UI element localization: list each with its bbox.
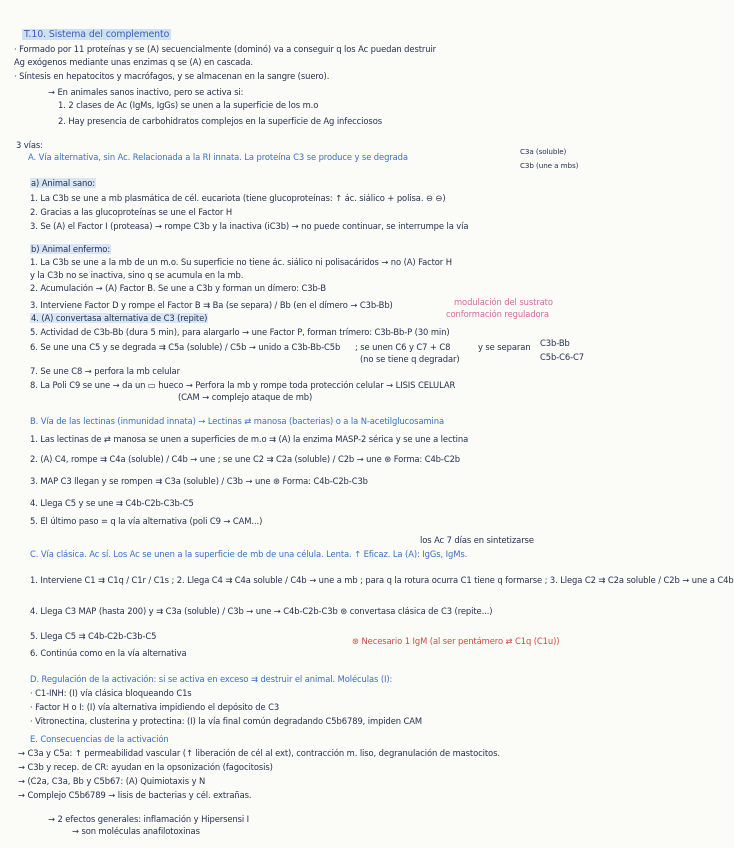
consecuencias-line: → C3b y recep. de CR: ayudan en la opsonización (fagocitosis): [18, 762, 273, 772]
enfermo-line: 2. Acumulación → (A) Factor B. Se une a C3b y forman un dímero: C3b-B: [30, 283, 326, 293]
enfermo-line: 7. Se une C8 → perfora la mb celular: [30, 366, 180, 376]
lectinas-line: 2. (A) C4, rompe ⇉ C4a (soluble) / C4b → une ; se une C2 ⇉ C2a (soluble) / C2b → une ⊛ Forma: C4b-C2b: [30, 454, 461, 464]
enfermo-line: 5. Actividad de C3b-Bb (dura 5 min), para alargarlo → une Factor P, forman trímero: C3b-Bb-P (30 min): [30, 327, 450, 337]
sano-line: 2. Gracias a las glucoproteínas se une el Factor H: [30, 207, 233, 217]
side-note: modulación del sustrato: [454, 297, 553, 307]
regulacion-heading: D. Regulación de la activación: si se activa en exceso ⇉ destruir el animal. Moléculas (I):: [30, 674, 393, 684]
vias-heading: 3 vías:: [16, 140, 43, 150]
sano-line: 3. Se (A) el Factor I (proteasa) → rompe C3b y la inactiva (iC3b) → no puede continuar, se interrumpe la vía: [30, 221, 469, 231]
lectinas-line: 3. MAP C3 llegan y se rompen ⇉ C3a (soluble) / C3b → une ⊛ Forma: C4b-C2b-C3b: [30, 476, 368, 486]
intro-line: → En animales sanos inactivo, pero se activa si:: [48, 87, 244, 97]
via-alternativa-heading: A. Vía alternativa, sin Ac. Relacionada a la RI innata. La proteína C3 se produce y se degrada: [28, 152, 408, 162]
enfermo-line: 8. La Poli C9 se une → da un ▭ hueco → Perfora la mb y rompe toda protección celular → LISIS CELULAR: [30, 380, 456, 390]
side-note: C3b-Bb: [540, 338, 570, 348]
enfermo-line: y la C3b no se inactiva, sino q se acumula en la mb.: [30, 270, 244, 280]
intro-line: 2. Hay presencia de carbohidratos complejos en la superficie de Ag infecciosos: [58, 116, 382, 126]
clasica-note-igm: ⊛ Necesario 1 IgM (al ser pentámero ⇄ C1q (C1u)): [352, 636, 560, 646]
intro-line: 1. 2 clases de Ac (IgMs, IgGs) se unen a la superficie de los m.o: [58, 100, 319, 110]
clasica-line: 6. Continúa como en la vía alternativa: [30, 648, 187, 658]
lectinas-line: 1. Las lectinas de ⇄ manosa se unen a superficies de m.o ⇉ (A) la enzima MASP-2 sérica y se une a lectina: [30, 434, 469, 444]
via-lectinas-heading: B. Vía de las lectinas (inmunidad innata) → Lectinas ⇄ manosa (bacterias) o a la N-acetilglucosamina: [30, 416, 445, 426]
via-clasica-heading: C. Vía clásica. Ac sí. Los Ac se unen a la superficie de mb de una célula. Lenta. ↑ Eficaz. La (A): IgGs, IgMs.: [30, 549, 468, 559]
regulacion-line: · Factor H o I: (I) vía alternativa impidiendo el depósito de C3: [30, 702, 280, 712]
side-note: (no se tiene q degradar): [360, 354, 460, 364]
enfermo-line: 1. La C3b se une a la mb de un m.o. Su superficie no tiene ác. siálico ni polisacáridos → no (A) Factor H: [30, 257, 452, 267]
consecuencias-line: → son moléculas anafilotoxinas: [72, 826, 200, 836]
c3b-label: C3b (une a mbs): [520, 161, 579, 170]
lectinas-line: 4. Llega C5 y se une ⇉ C4b-C2b-C3b-C5: [30, 498, 194, 508]
animal-sano-heading: a) Animal sano:: [31, 178, 95, 188]
clasica-note: los Ac 7 días en sintetizarse: [420, 535, 534, 545]
intro-line: · Síntesis en hepatocitos y macrófagos, y se almacenan en la sangre (suero).: [14, 71, 330, 81]
intro-line: Ag exógenos mediante unas enzimas q se (A) en cascada.: [14, 57, 253, 67]
consecuencias-line: → C3a y C5a: ↑ permeabilidad vascular (↑ liberación de cél al ext), contracción m. liso, degranulación de mastocitos.: [18, 748, 500, 758]
c3a-label: C3a (soluble): [520, 147, 567, 156]
consecuencias-heading: E. Consecuencias de la activación: [30, 734, 169, 744]
regulacion-line: · Vitronectina, clusterina y protectina: (I) la vía final común degradando C5b6789, impiden CAM: [30, 716, 423, 726]
sano-line: 1. La C3b se une a mb plasmática de cél. eucariota (tiene glucoproteínas: ↑ ác. siálico + polisa. ⊖ ⊖): [30, 193, 446, 203]
consecuencias-line: → (C2a, C3a, Bb y C5b67: (A) Quimiotaxis y N: [18, 776, 206, 786]
cam-note: (CAM → complejo ataque de mb): [178, 392, 313, 402]
clasica-line: 5. Llega C5 ⇉ C4b-C2b-C3b-C5: [30, 631, 157, 641]
regulacion-line: · C1-INH: (I) vía clásica bloqueando C1s: [30, 688, 192, 698]
side-note: ; se unen C6 y C7 + C8: [355, 342, 451, 352]
enfermo-line: 3. Interviene Factor D y rompe el Factor B ⇉ Ba (se separa) / Bb (en el dímero → C3b-Bb): [30, 300, 393, 310]
intro-line: · Formado por 11 proteínas y se (A) secuencialmente (dominó) va a conseguir q los Ac puedan destruir: [14, 44, 437, 54]
consecuencias-line: → 2 efectos generales: inflamación y Hipersensi I: [48, 814, 250, 824]
clasica-line: 1. Interviene C1 ⇉ C1q / C1r / C1s ; 2. Llega C4 ⇉ C4a soluble / C4b → une a mb ; para q la rotura ocurra C1 tiene q formarse ; 3. Llega C2 ⇉ C2a soluble / C2b → une a C4b: [30, 575, 734, 585]
enfermo-line: 6. Se une una C5 y se degrada ⇉ C5a (soluble) / C5b → unido a C3b-Bb-C5b: [30, 342, 341, 352]
page-title: T.10. Sistema del complemento: [24, 29, 170, 40]
clasica-line: 4. Llega C3 MAP (hasta 200) y ⇉ C3a (soluble) / C3b → une → C4b-C2b-C3b ⊛ convertasa clásica de C3 (repite...): [30, 606, 493, 616]
animal-enfermo-heading: b) Animal enfermo:: [31, 244, 111, 254]
side-note: C5b-C6-C7: [540, 352, 584, 362]
side-note: y se separan: [478, 342, 531, 352]
lectinas-line: 5. El último paso = q la vía alternativa (poli C9 → CAM...): [30, 516, 263, 526]
enfermo-line: 4. (A) convertasa alternativa de C3 (repite): [31, 313, 208, 323]
consecuencias-line: → Complejo C5b6789 → lisis de bacterias y cél. extrañas.: [18, 790, 252, 800]
side-note: conformación reguladora: [446, 309, 549, 319]
